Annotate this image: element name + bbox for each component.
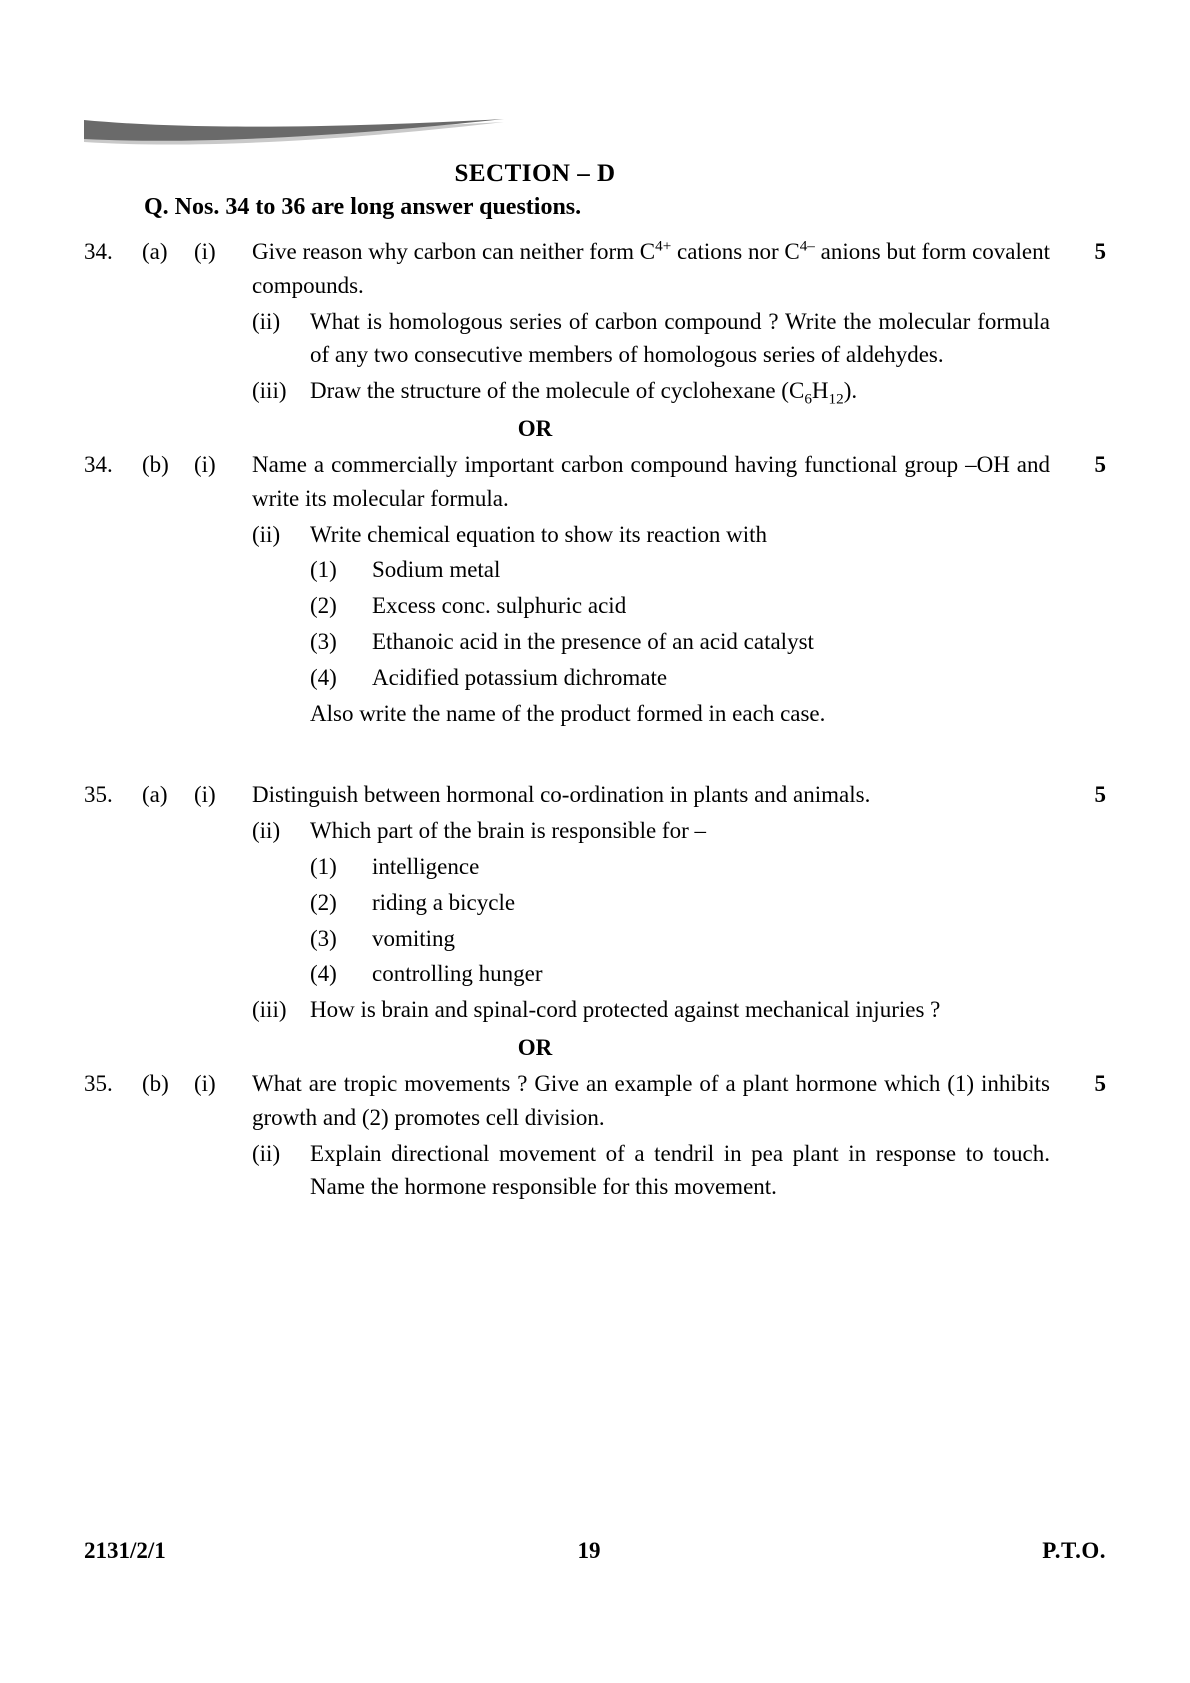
marks-value	[1058, 1137, 1106, 1205]
item-number: (1)	[310, 557, 337, 583]
part-label: (ii)	[252, 308, 281, 334]
part-text: Write chemical equation to show its reaction with	[310, 521, 768, 547]
marks-value	[1058, 814, 1106, 848]
question-row	[84, 814, 1106, 848]
section-title: SECTION – D	[454, 160, 616, 187]
indent-spacer	[84, 697, 310, 731]
numbered-item	[84, 957, 1106, 991]
item-text: riding a bicycle	[372, 889, 516, 915]
indent-spacer	[84, 589, 310, 623]
question-option: (a)	[142, 239, 168, 264]
question-row	[84, 1067, 1106, 1135]
part-text: Which part of the brain is responsible for –	[310, 818, 706, 844]
item-number: (3)	[310, 628, 337, 654]
indent-spacer	[84, 814, 252, 848]
part-label: (iii)	[252, 997, 287, 1023]
item-number: (3)	[310, 925, 337, 951]
part-text: Explain directional movement of a tendril in pea plant in response to touch. Name the hormone responsible for this movement.	[310, 1140, 1050, 1200]
marks-value: 5	[1094, 1070, 1106, 1096]
question-row	[84, 518, 1106, 552]
numbered-item	[84, 850, 1106, 884]
page-number: 19	[577, 1538, 601, 1563]
item-text: Ethanoic acid in the presence of an acid catalyst	[372, 628, 814, 654]
page-content	[84, 160, 1106, 1206]
indent-spacer	[84, 922, 310, 956]
page-footer	[84, 1538, 1106, 1564]
question-option: (b)	[142, 451, 169, 477]
closing-note	[84, 697, 1106, 731]
numbered-item	[84, 661, 1106, 695]
question-row	[84, 448, 1106, 516]
marks-value	[1058, 305, 1106, 373]
part-text: How is brain and spinal-cord protected against mechanical injuries ?	[310, 997, 941, 1023]
item-text: Sodium metal	[372, 557, 501, 583]
marks-value	[1058, 993, 1106, 1027]
numbered-item	[84, 886, 1106, 920]
indent-spacer	[84, 305, 252, 373]
marks-value	[1058, 374, 1106, 408]
numbered-item	[84, 589, 1106, 623]
section-instruction: Q. Nos. 34 to 36 are long answer questions.	[144, 194, 582, 220]
marks-value: 5	[1094, 782, 1106, 808]
item-number: (1)	[310, 853, 337, 879]
part-text: What is homologous series of carbon compound ? Write the molecular formula of any two consecutive members of homologous series of aldehydes.	[310, 308, 1050, 368]
item-text: vomiting	[372, 925, 456, 951]
question-number: 34.	[84, 239, 113, 264]
or-divider-34: OR	[517, 415, 553, 441]
part-text: Distinguish between hormonal co-ordination in plants and animals.	[252, 782, 871, 808]
indent-spacer	[84, 553, 310, 587]
indent-spacer	[84, 957, 310, 991]
indent-spacer	[84, 886, 310, 920]
part-label: (i)	[194, 451, 216, 477]
item-text: Acidified potassium dichromate	[372, 664, 668, 690]
question-option: (b)	[142, 1070, 169, 1096]
indent-spacer	[84, 1137, 252, 1205]
indent-spacer	[84, 993, 252, 1027]
question-row	[84, 778, 1106, 812]
marks-value: 5	[1094, 451, 1106, 477]
marks-value: 5	[1094, 239, 1106, 264]
indent-spacer	[84, 850, 310, 884]
question-row	[84, 993, 1106, 1027]
paper-code: 2131/2/1	[84, 1538, 166, 1563]
indent-spacer	[84, 518, 252, 552]
item-number: (4)	[310, 961, 337, 987]
part-text: Name a commercially important carbon compound having functional group –OH and write its molecular formula.	[252, 451, 1050, 511]
header-swoosh-decoration	[84, 118, 504, 158]
part-label: (iii)	[252, 378, 287, 404]
part-label: (i)	[194, 1070, 216, 1096]
question-row	[84, 1137, 1106, 1205]
item-text: intelligence	[372, 853, 480, 879]
question-number: 35.	[84, 782, 113, 808]
item-text: Excess conc. sulphuric acid	[372, 593, 627, 619]
numbered-item	[84, 922, 1106, 956]
numbered-item	[84, 625, 1106, 659]
part-label: (i)	[194, 782, 216, 808]
turn-over-label: P.T.O.	[1042, 1538, 1106, 1563]
closing-text: Also write the name of the product formed in each case.	[310, 700, 826, 726]
item-number: (4)	[310, 664, 337, 690]
indent-spacer	[84, 625, 310, 659]
question-row	[84, 235, 1106, 303]
part-label: (ii)	[252, 1140, 281, 1166]
part-text: What are tropic movements ? Give an example of a plant hormone which (1) inhibits growth and (2) promotes cell division.	[252, 1070, 1050, 1130]
marks-value	[1058, 518, 1106, 552]
question-gap	[84, 732, 1106, 778]
item-number: (2)	[310, 593, 337, 619]
part-label: (ii)	[252, 521, 281, 547]
indent-spacer	[84, 661, 310, 695]
question-option: (a)	[142, 782, 168, 808]
question-row	[84, 305, 1106, 373]
numbered-item	[84, 553, 1106, 587]
part-text: Draw the structure of the molecule of cyclohexane $(C_6H_{12})$.	[310, 378, 858, 408]
item-number: (2)	[310, 889, 337, 915]
question-number: 34.	[84, 451, 113, 477]
part-label: (ii)	[252, 818, 281, 844]
swoosh-icon	[84, 118, 504, 158]
indent-spacer	[84, 374, 252, 408]
or-divider-35: OR	[517, 1034, 553, 1060]
item-text: controlling hunger	[372, 961, 543, 987]
part-text: Give reason why carbon can neither form $C^{4+}$ cations nor $C^{4-}$ anions but form covalent compounds.	[252, 237, 1051, 298]
part-label: (i)	[194, 239, 216, 264]
question-number: 35.	[84, 1070, 113, 1096]
question-row	[84, 374, 1106, 408]
